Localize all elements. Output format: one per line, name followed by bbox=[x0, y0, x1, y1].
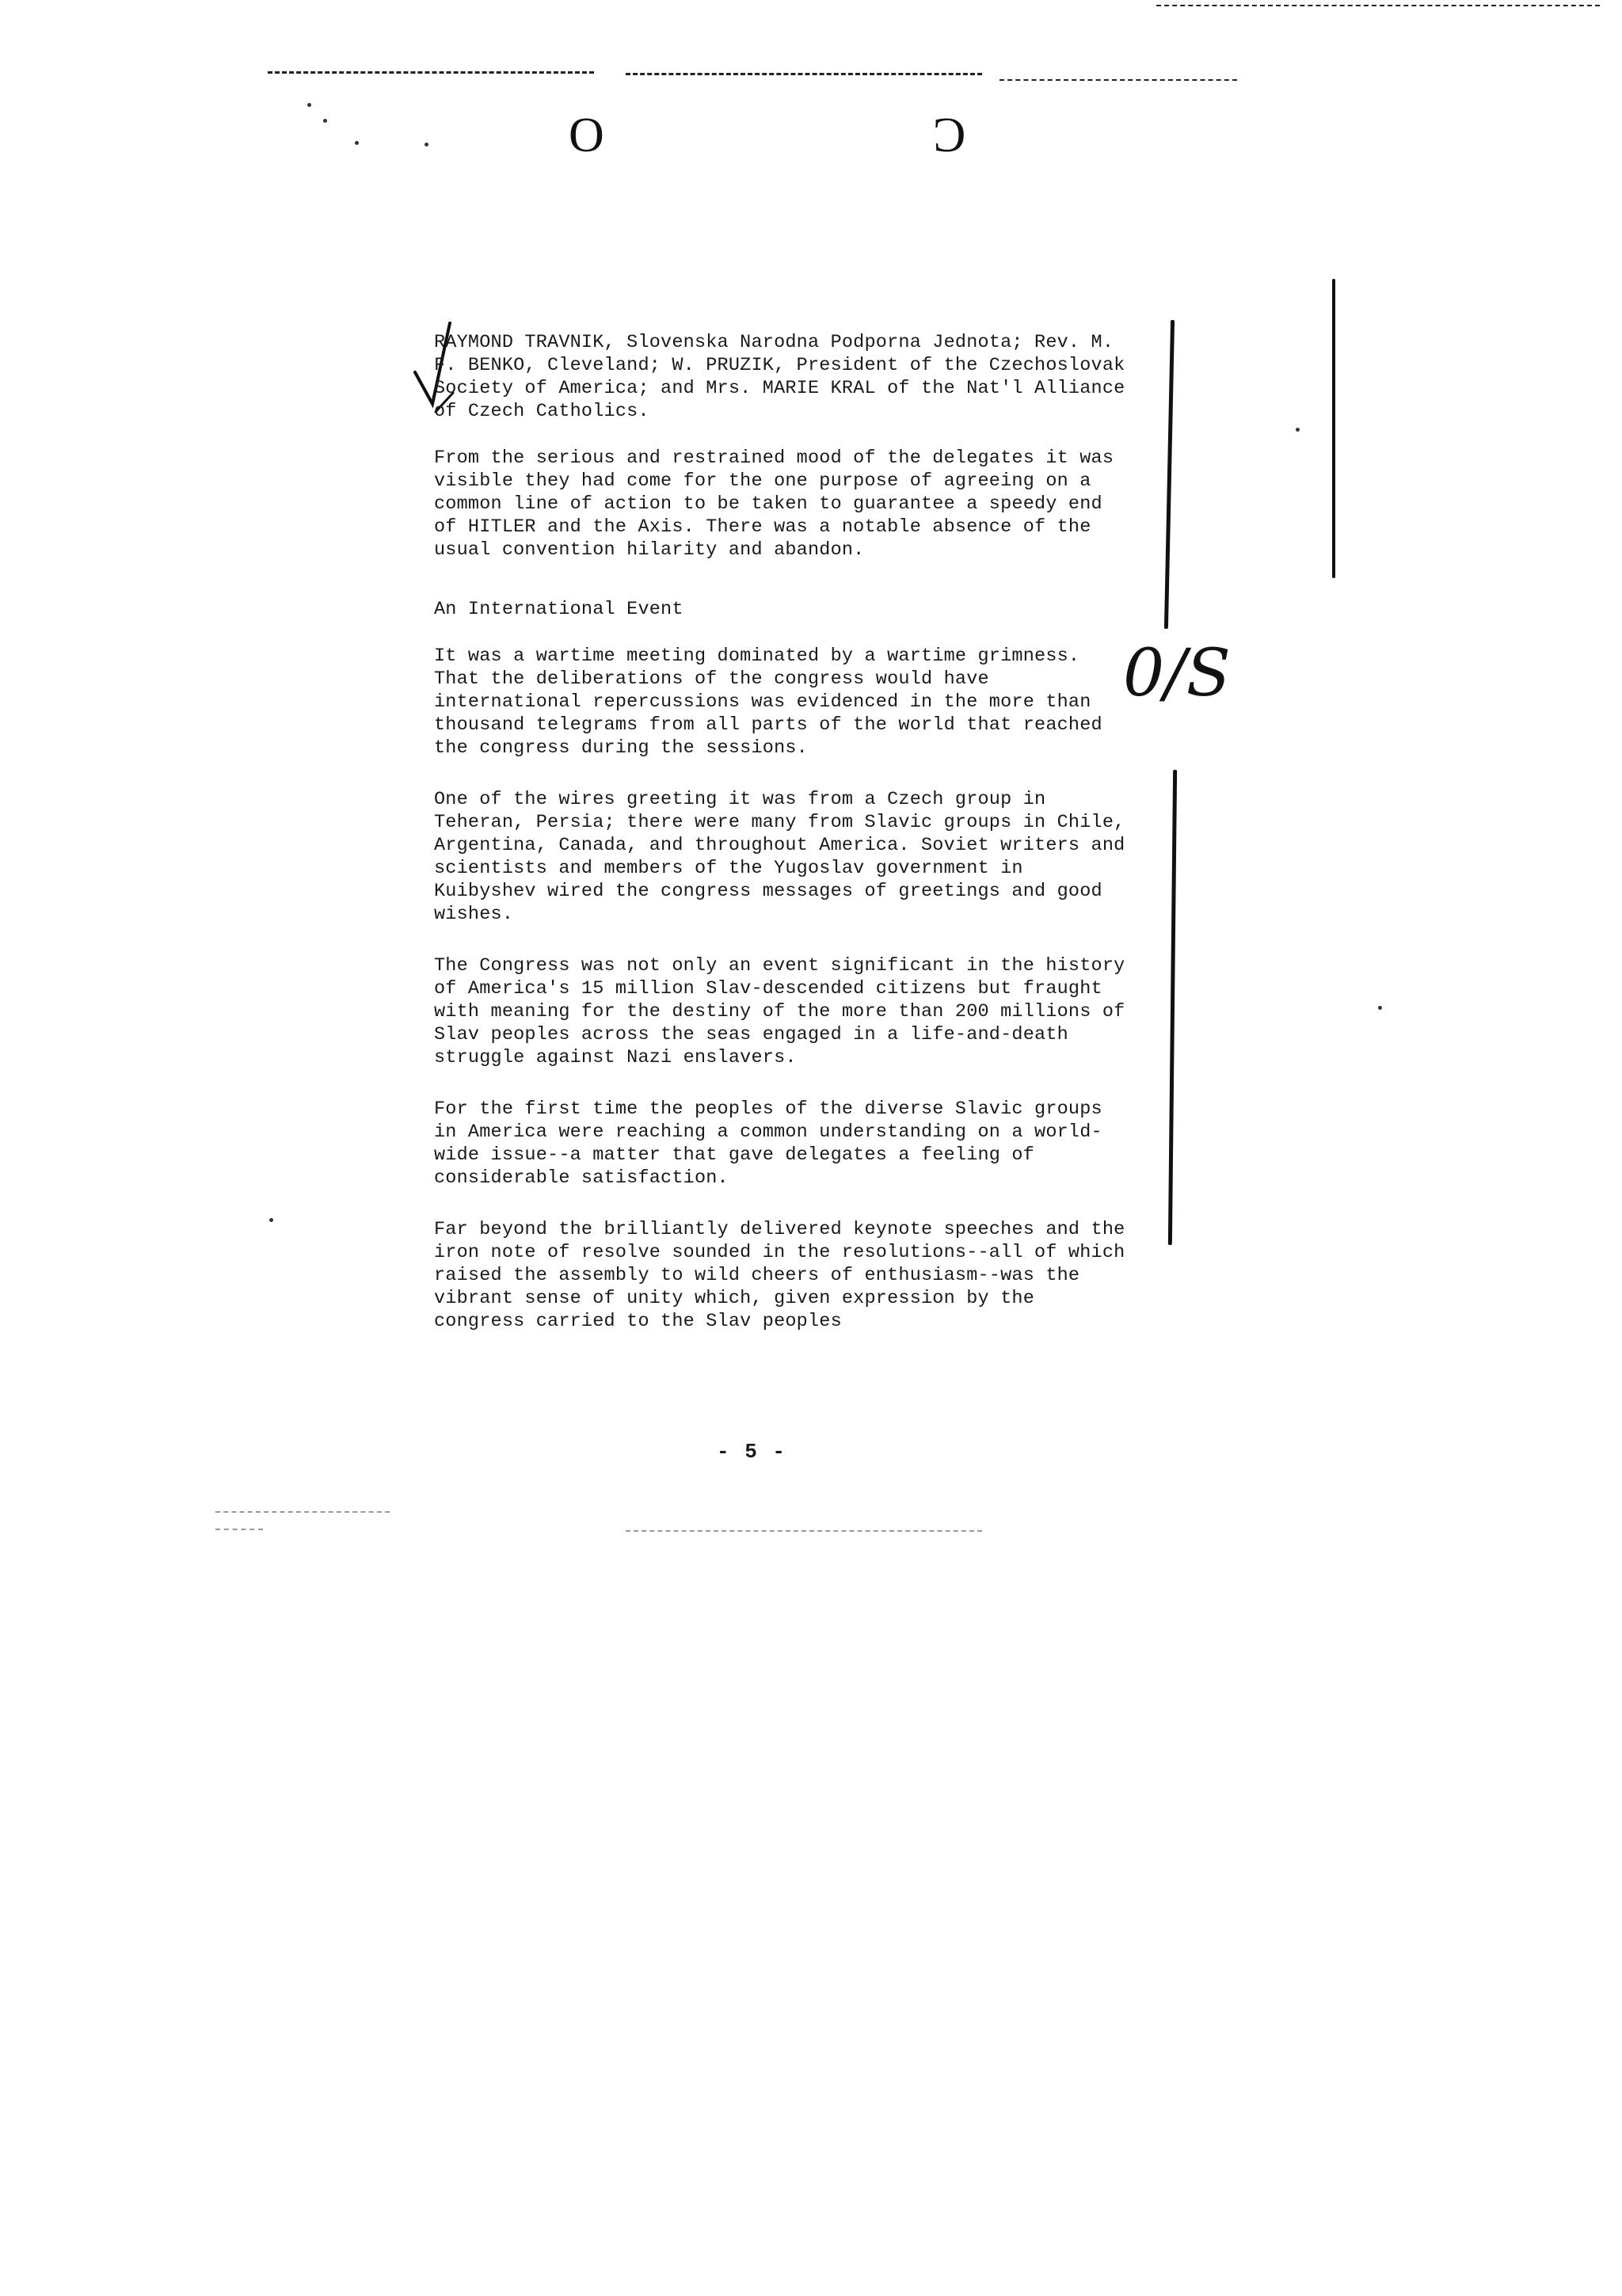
scan-speck bbox=[1296, 428, 1300, 432]
document-body bbox=[434, 331, 1131, 1361]
bottom-scan-rule-lower bbox=[215, 1529, 263, 1530]
section-heading: An International Event bbox=[434, 599, 683, 620]
margin-line-right-edge bbox=[1332, 279, 1335, 578]
body-paragraph: For the first time the peoples of the diverse Slavic groups in America were reaching a common understanding on a world-wide issue--a matter that gave delegates a feeling of considerable satisfaction. bbox=[434, 1099, 1102, 1189]
body-paragraph: Far beyond the brilliantly delivered keynote speeches and the iron note of resolve sounded in the resolutions--all of which raised the assembly to wild cheers of enthusiasm--was the vibrant sense of unity which, given expression by the congress carried to the Slav peoples bbox=[434, 1219, 1125, 1332]
scan-speck bbox=[1378, 1006, 1382, 1010]
scan-speck bbox=[355, 141, 359, 145]
top-scan-rule-far-right bbox=[999, 79, 1237, 81]
header-right-mark: Ɔ bbox=[933, 109, 966, 162]
top-scan-rule-right bbox=[626, 73, 982, 75]
body-paragraph: One of the wires greeting it was from a Czech group in Teheran, Persia; there were many from Slavic groups in Chile, Argentina, Canada, and throughout America. Soviet writers and scientists and members of the Yugoslav government in Kuibyshev wired the congress messages of greetings and good wishes. bbox=[434, 789, 1125, 925]
bottom-scan-rule-center bbox=[626, 1530, 982, 1532]
page-number: - 5 - bbox=[717, 1440, 787, 1464]
margin-note: 0/S bbox=[1123, 636, 1231, 711]
scan-speck bbox=[307, 103, 311, 107]
body-paragraph: From the serious and restrained mood of the delegates it was visible they had come for the one purpose of agreeing on a common line of action to be taken to guarantee a speedy end of HITLER and the Axis. There was a notable absence of the usual convention hilarity and abandon. bbox=[434, 447, 1114, 561]
scan-speck bbox=[425, 143, 428, 147]
scan-speck bbox=[269, 1218, 273, 1222]
margin-line-upper bbox=[1164, 320, 1175, 629]
top-scan-rule-left bbox=[268, 71, 594, 74]
margin-line-lower bbox=[1168, 770, 1177, 1245]
scan-speck bbox=[323, 119, 327, 123]
body-paragraph: The Congress was not only an event significant in the history of America's 15 million Slav-descended citizens but fraught with meaning for the destiny of the more than 200 millions of Slav peoples across the seas engaged in a life-and-death struggle against Nazi enslavers. bbox=[434, 955, 1125, 1068]
intro-paragraph: RAYMOND TRAVNIK, Slovenska Narodna Podporna Jednota; Rev. M. F. BENKO, Cleveland; W. PRUZIK, President of the Czechoslovak Society of America; and Mrs. MARIE KRAL of the Nat'l Alliance of Czech Catholics. bbox=[434, 332, 1125, 422]
body-paragraph: It was a wartime meeting dominated by a wartime grimness. That the deliberations of the congress would have international repercussions was evidenced in the more than thousand telegrams from all parts of the world that reached the congress during the sessions. bbox=[434, 645, 1102, 759]
header-left-mark: O bbox=[569, 109, 604, 162]
bottom-scan-rule-left bbox=[215, 1511, 390, 1513]
top-corner-rule bbox=[1156, 5, 1600, 6]
